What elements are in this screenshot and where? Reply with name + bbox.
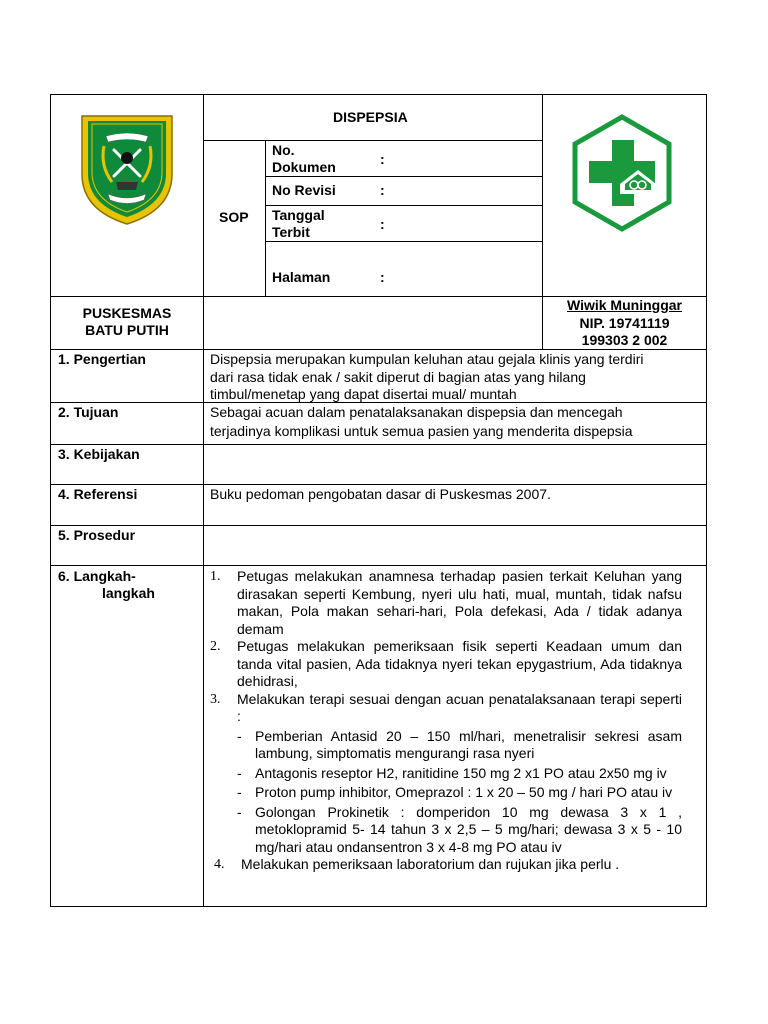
dash-bullet: - — [237, 784, 242, 800]
subitem-text: Antagonis reseptor H2, ranitidine 150 mg 2 x1 PO atau 2x50 mg iv — [255, 764, 667, 781]
field-colon-tanggal-terbit: : — [380, 216, 385, 232]
tujuan-line-2: terjadinya komplikasi untuk semua pasien yang menderita dispepsia — [210, 423, 633, 439]
row-divider-referensi — [50, 484, 707, 485]
section-label-langkah-2: langkah — [102, 585, 155, 601]
pengertian-line-3: timbul/menetap yang dapat disertai mual/ muntah — [210, 386, 517, 402]
list-item — [237, 765, 682, 783]
field-divider-1 — [265, 176, 543, 177]
field-label-no-dokumen: No. — [272, 142, 295, 158]
steps-list — [210, 568, 682, 874]
puskesmas-logo-icon — [570, 114, 674, 232]
list-item — [237, 804, 682, 857]
section-label-pengertian: 1. Pengertian — [58, 351, 146, 367]
header-divider-left — [203, 94, 204, 907]
signer-nip-line1: NIP. 19741119 — [579, 315, 670, 331]
field-colon-halaman: : — [380, 269, 385, 285]
section-label-kebijakan: 3. Kebijakan — [58, 446, 140, 462]
row-divider-pengertian — [50, 349, 707, 350]
section-label-tujuan: 2. Tujuan — [58, 404, 119, 420]
puskesmas-name-line2: BATU PUTIH — [85, 322, 169, 338]
subitem-text: Golongan Prokinetik : domperidon 10 mg dewasa 3 x 1 , metoklopramid 5- 14 tahun 3 x 2,5 – 5 mg/hari; dewasa 3 x 5 - 10 mg/hari atau ondansentron 3 x 4-8 mg PO atau iv — [255, 803, 682, 855]
section-label-prosedur: 5. Prosedur — [58, 527, 136, 543]
list-item — [210, 856, 682, 874]
document-title: DISPEPSIA — [333, 109, 408, 125]
step-text: Petugas melakukan anamnesa terhadap pasien terkait Keluhan yang dirasakan seperti Kembung, nyeri ulu hati, mual, muntah, tidak nafsu makan, Pola makan sehari-hari, Pola defekasi, Ada / tidak adanya demam — [237, 568, 682, 637]
table-border-top — [50, 94, 707, 95]
list-item — [210, 638, 682, 691]
subitem-text: Proton pump inhibitor, Omeprazol : 1 x 20 – 50 mg / hari PO atau iv — [255, 784, 673, 800]
puskesmas-name-line1: PUSKESMAS — [82, 305, 172, 321]
table-border-left — [50, 94, 51, 907]
row-divider-langkah — [50, 565, 707, 566]
field-label-no-revisi: No Revisi — [272, 182, 336, 198]
regional-coat-of-arms-icon — [78, 110, 176, 228]
signer-name: Wiwik Muninggar — [567, 297, 682, 313]
list-item — [237, 784, 682, 802]
section-label-referensi: 4. Referensi — [58, 486, 138, 502]
sop-label: SOP — [219, 209, 249, 225]
subitem-text: Pemberian Antasid 20 – 150 ml/hari, menetralisir sekresi asam lambung, simptomatis mengurangi rasa nyeri — [255, 727, 682, 761]
field-label-tanggal-terbit-2: Terbit — [272, 224, 310, 240]
field-label-no-dokumen-2: Dokumen — [272, 159, 336, 175]
dash-bullet: - — [237, 764, 242, 781]
section-label-langkah: 6. Langkah- — [58, 568, 136, 584]
dash-bullet: - — [237, 803, 242, 820]
step-text: Melakukan pemeriksaan laboratorium dan rujukan jika perlu . — [241, 856, 620, 872]
dash-bullet: - — [237, 727, 242, 744]
sop-column-divider — [265, 140, 266, 297]
table-border-right — [706, 94, 707, 907]
table-border-bottom — [50, 906, 707, 907]
field-divider-2 — [265, 205, 543, 206]
list-item — [210, 691, 682, 857]
therapy-sublist — [237, 728, 682, 857]
field-label-halaman: Halaman — [272, 269, 331, 285]
list-item — [237, 728, 682, 763]
step-text: Petugas melakukan pemeriksaan fisik seperti Keadaan umum dan tanda vital pasien, Ada tidaknya nyeri tekan epygastrium, Ada tidaknya dehidrasi, — [237, 638, 682, 689]
step-number: 1. — [210, 569, 221, 584]
step-number: 4. — [214, 857, 225, 872]
list-item — [210, 568, 682, 638]
signer-nip-line2: 199303 2 002 — [581, 332, 668, 348]
field-divider-3 — [265, 241, 543, 242]
step-text: Melakukan terapi sesuai dengan acuan penatalaksanaan terapi seperti : — [237, 690, 682, 724]
step-number: 3. — [210, 691, 221, 707]
step-number: 2. — [210, 639, 221, 654]
referensi-text: Buku pedoman pengobatan dasar di Puskesmas 2007. — [210, 486, 551, 502]
row-divider-kebijakan — [50, 444, 707, 445]
tujuan-line-1: Sebagai acuan dalam penatalaksanakan dispepsia dan mencegah — [210, 404, 623, 420]
field-label-tanggal-terbit: Tanggal — [272, 207, 325, 223]
field-colon-no-dokumen: : — [380, 151, 385, 167]
row-divider-prosedur — [50, 525, 707, 526]
field-colon-no-revisi: : — [380, 182, 385, 198]
pengertian-line-2: dari rasa tidak enak / sakit diperut di bagian atas yang hilang — [210, 369, 586, 385]
pengertian-line-1: Dispepsia merupakan kumpulan keluhan atau gejala klinis yang terdiri — [210, 351, 644, 367]
title-row-divider — [203, 140, 543, 141]
